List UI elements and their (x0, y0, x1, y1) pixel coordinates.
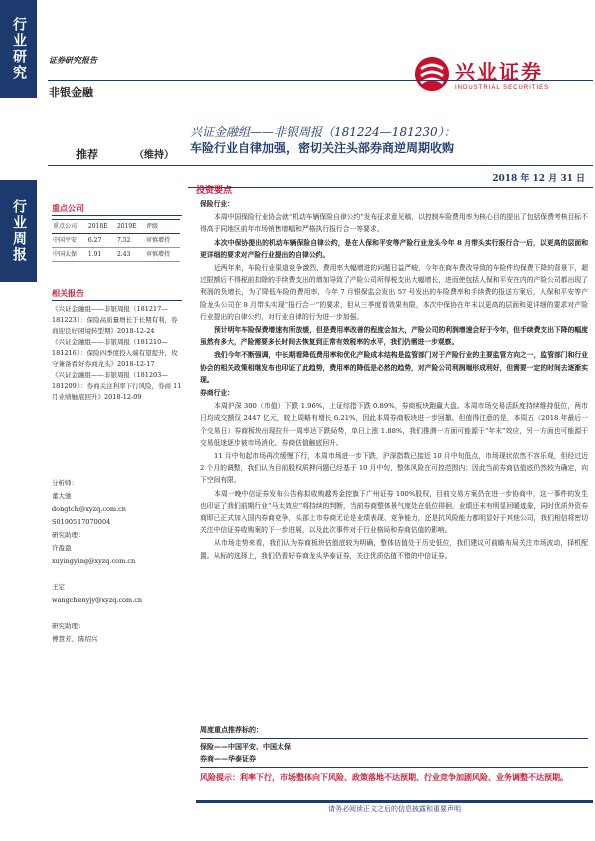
logo-name-cn: 兴业证券 (455, 60, 543, 84)
analyst-line: 傅慧芳、陈绍兴 (52, 635, 98, 643)
category-title: 非银金融 (49, 86, 93, 99)
report-series: 兴证金融组——非银周报（181224—181230）： (190, 125, 456, 139)
table-cell: 1.91 (87, 248, 116, 262)
analyst-line: 分析师： (52, 479, 78, 487)
risk-warning: 风险提示：利率下行，市场整体向下风险、政策落地不达预期、行业竞争加剧风险、业务调整不达预期。 (200, 767, 588, 784)
analyst-line (52, 568, 182, 581)
body-paragraph: 本周沪深 300（市值）下跌 1.96%，上证综指下跌 0.89%，券商板块跑赢大盘。本周市场交易活跃度持续维持低位，两市日均成交额仅 2447 亿元，较上周略有增长 6.21%，因此本周券商板块进一步回撤。但值得注意的是，本周五（2018 年最后一个交易日）券商板块出现拉升一周率达下跌局势，单日上涨 1.88%，我们推测一方面可能源于“年末”效应，另一方面也可能源于交易低迷逐步被市场消化，券商估值触底回升。 (200, 402, 588, 447)
analyst-line: xuyingying@xyzq.com.cn (52, 557, 136, 565)
body-paragraph: 本周一晚中信证券发布公告称拟收购越秀金控旗下广州证券 100%股权，目前交易方案仍在进一步协商中，这一事件的发生也印证了我们前期行业“马太效应”将持续的判断，当前券商整体景气度处在低位徘徊，业绩还未有明显回暖迹象，同时优质外资券商即已正式加入国内券商竞争，头部上市券商无论是业绩表现、竞争能力，还是抗风险能力都明显好于其他公司，我们相信将密切关注中信证券收购案的下一步进展，以及此次事件对于行业格局和券商估值的影响。 (200, 489, 588, 535)
section-subtitle: 保险行业： (200, 200, 234, 208)
invest-divider (188, 187, 593, 188)
table-header-row (52, 220, 180, 234)
body-paragraph: 本周中国保险行业协会就“机动车辆保险自律公约”发布征求意见稿，以控制车险费用率为核心目的提出了包括保费考核目标不得高于同地区前年市场销售增幅和严格执行报行合一等要求。 (200, 213, 588, 234)
logo-name-en: INDUSTRIAL SECURITIES (455, 85, 550, 91)
related-reports (52, 288, 182, 403)
table-cell: 6.27 (87, 234, 116, 248)
table-header-cell: 2019E (116, 220, 145, 234)
related-report-item[interactable]: 《兴证金融组——非银周报（181203—181209）：券商关注利率下行风险，券商 11 月业绩触底回升》2018-12-09 (52, 371, 182, 401)
related-report-item[interactable]: 《兴证金融组——非银周报（181217—181223）：保险高质量增长于长期有利，券商迎良好困境转型期》2018-12-24 (52, 305, 178, 335)
table-header-cell: 重点公司 (52, 220, 87, 234)
table-cell: 中国太保 (52, 248, 87, 262)
analyst-line: 研究助理： (52, 622, 85, 630)
body-paragraph: 11 月中旬起市场再次缓慢下行，本周市场进一步下跌，沪深指数已接近 10 月中旬低点，市场现状依然不容乐观，但经过近 2 个月的调整，我们认为目前股权质押问题已经基于 10 月中旬，整体风险在可控范围内；因此当前券商估值底仍然较为确定，向下空间有限。 (200, 452, 588, 485)
table-cell: 2.43 (116, 248, 145, 262)
invest-title: 投资要点 (196, 186, 233, 196)
header-divider (48, 80, 593, 81)
body-paragraph: 本次中保协提出的机动车辆保险自律公约，是在人保和平安等产险行业龙头今年 8 月带头实行报行合一后，以更高的层面和更详细的要求对产险行业提出的自律公约。 (200, 238, 588, 259)
analyst-line: 王定 (52, 583, 65, 591)
rating-sub: （维持） (134, 150, 174, 161)
related-report-item[interactable]: 《兴证金融组——非银周报（181210—181216）：保险四季度投入端有望提升，攻守兼备看好券商龙头》2018-12-17 (52, 338, 178, 368)
table-cell: 7.52 (116, 234, 145, 248)
footer-disclaimer: 请务必阅读正文之后的信息披露和重要声明 (328, 805, 461, 813)
analyst-line: 许盈盈 (52, 544, 72, 552)
report-headline: 车险行业自律加强，密切关注头部券商逆周期收购 (190, 141, 455, 155)
section-subtitle: 券商行业： (200, 389, 234, 398)
analyst-line (52, 607, 182, 620)
table-cell: 中国平安 (52, 234, 87, 248)
table-header-cell: 评级 (145, 220, 180, 234)
invest-body (200, 198, 588, 563)
analyst-line: 研究助理： (52, 531, 85, 539)
companies-table (52, 219, 180, 262)
body-paragraph: 预计明年车险保费增速有所放缓，但是费用率改善的程度会加大，产险公司的利润增速会好于今年，但手续费支出下降的幅度虽然有多大，产险需要多长时间去恢复到正常有效税率的水平，我们仍需进一步观察。 (200, 326, 588, 347)
recommend-title: 周度重点推荐标的： (200, 724, 588, 739)
sidebar (0, 0, 37, 841)
key-companies (52, 203, 182, 262)
logo-mark-icon (415, 57, 449, 91)
analyst-line: dongtch@xyzq.com.cn (52, 505, 126, 513)
analyst-line: wangchenyjy@xyzq.com.cn (52, 596, 143, 604)
report-date: 2018 年 12 月 31 日 (492, 174, 585, 184)
companies-title: 重点公司 (52, 203, 182, 216)
table-row (52, 234, 180, 248)
table-cell: 审慎增持 (145, 234, 180, 248)
rating: 推荐 (76, 148, 98, 161)
title-divider (48, 165, 593, 166)
table-header-cell: 2018E (87, 220, 116, 234)
table-row (52, 248, 180, 262)
recommend-broker: 券商——华泰证券 (200, 754, 256, 763)
body-paragraph: 从市场走势来看，我们认为券商板块估值底较为明确，整体估值处于历史低位，我们建议可前瞻布局关注市场波动，择机配置。从标的选择上，我们仍看好券商龙头华泰证券，关注优质估值不错的中信证券。 (200, 539, 588, 560)
sidebar-top-label: 行业研究 (0, 0, 37, 98)
footer-divider (196, 800, 593, 803)
weekly-recommend (200, 724, 588, 765)
table-cell: 审慎增持 (145, 248, 180, 262)
analysts (52, 477, 182, 646)
company-logo (415, 56, 549, 91)
sidebar-side-label: 行业周报 (0, 180, 37, 282)
report-type: 证券研究报告 (49, 55, 97, 65)
body-paragraph: 近两年来，车险行业渠道竞争激烈、费用率大幅增进的问题日益严峻，今年在商车费改导致的车险件均保费下降的背景下，超过限额后不得税前扣除的手续费支出的增加导致了产险公司所得税支出大幅增长，进而使包括人保和平安在内的产险公司都出现了利润的负增长，为了降低车险的费用率，今年 7 月银保监会发出 57 号发出的车险费率和手续费的报送方案后，人保和平安等产险龙头公司在 8 月带头实现“报行合一”的要求，但从三季度看效果有限，本次中保协在年末以更高的层面和更详细的要求对产险行业提出的自律公约，对行业自律的行为进一步加强。 (200, 264, 588, 321)
analyst-line: 董大驰 (52, 492, 72, 500)
recommend-insurance: 保险——中国平安、中国太保 (200, 742, 291, 751)
analyst-line: S0190517070004 (52, 518, 111, 526)
body-paragraph: 我们今年不断强调，中长期看降低费用率和优化产险成本结构是监管部门对于产险行业的主要监管方向之一，监管部门和行业协会的相关政策相继发布也印证了此趋势，费用率的降低是必然的趋势，对产险公司利润端形成利好，但需要一定的时间去逐渐实现。 (200, 351, 588, 384)
related-title: 相关报告 (52, 288, 182, 301)
